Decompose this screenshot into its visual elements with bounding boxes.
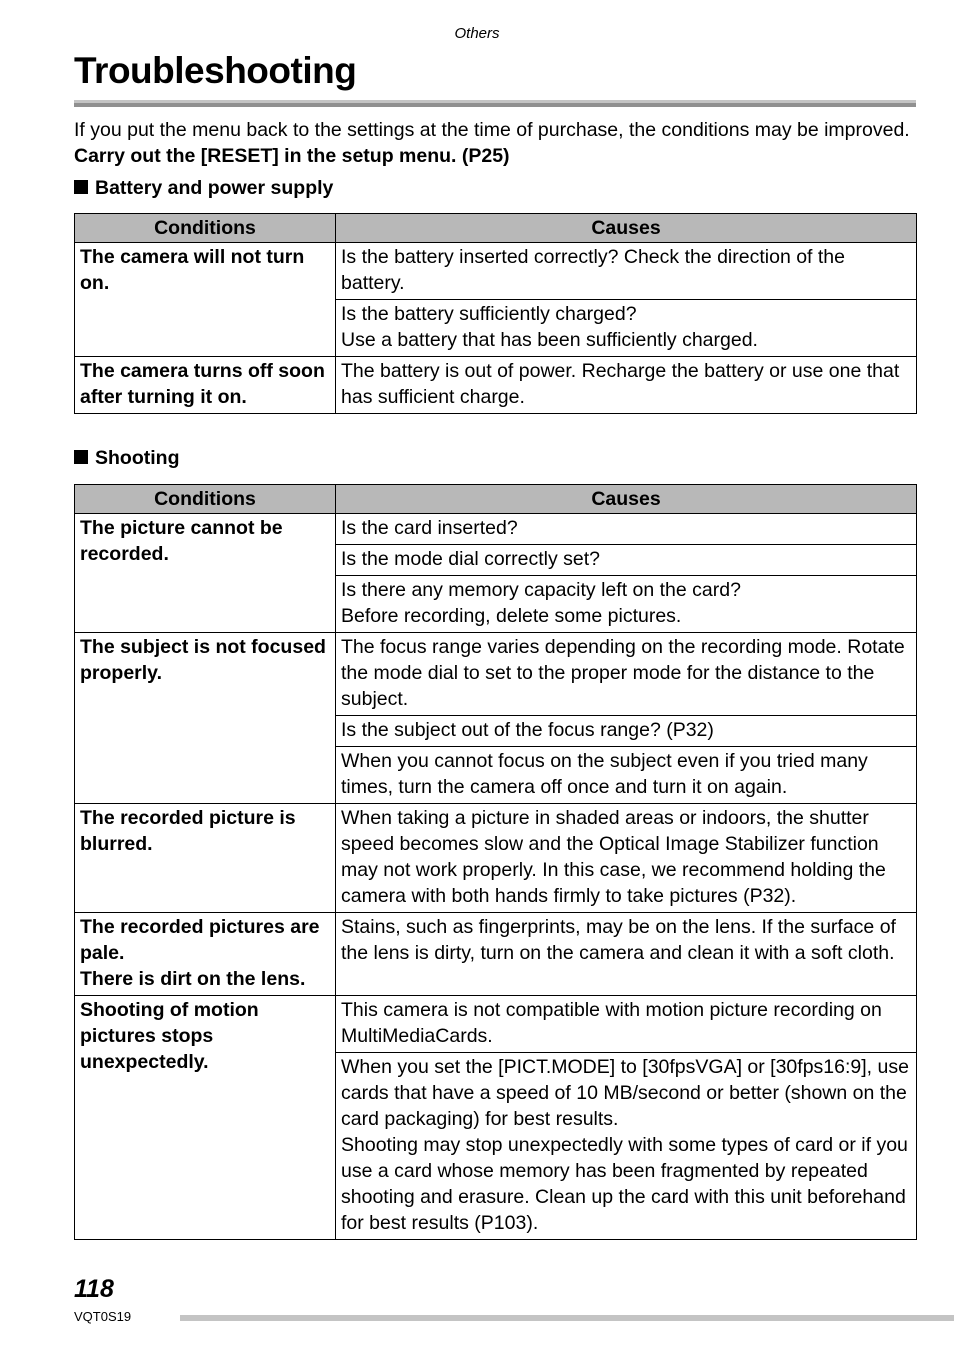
cause-cell: When taking a picture in shaded areas or indoors, the shutter speed becomes slow and the Optical Image Stabilizer function may not work properly. In this case, we recommend holding the camera with both hands firmly to take pictures (P32). — [336, 804, 917, 913]
square-bullet-icon — [74, 180, 88, 194]
cause-cell: Is the subject out of the focus range? (P32) — [336, 716, 917, 747]
causes-header: Causes — [336, 485, 917, 514]
footer-rule — [180, 1315, 954, 1321]
table-row — [75, 633, 917, 716]
condition-cell: The recorded picture is blurred. — [75, 804, 336, 913]
cause-cell: Is the mode dial correctly set? — [336, 545, 917, 576]
table-row — [75, 514, 917, 545]
intro-bold-text: Carry out the [RESET] in the setup menu. (P25) — [74, 145, 510, 167]
document-code: VQT0S19 — [74, 1309, 132, 1324]
table-row — [75, 913, 917, 996]
condition-cell: The camera will not turn on. — [75, 243, 336, 357]
condition-cell: The recorded pictures are pale. There is dirt on the lens. — [75, 913, 336, 996]
conditions-header: Conditions — [75, 485, 336, 514]
cause-cell: Is the battery sufficiently charged? Use a battery that has been sufficiently charged. — [336, 300, 917, 357]
cause-cell: When you set the [PICT.MODE] to [30fpsVGA] or [30fps16:9], use cards that have a speed of 10 MB/second or better (shown on the card packaging) for best results. Shooting may stop unexpectedly with some types of card or if you use a card whose memory has been fragmented by repeated shooting and erasure. Clean up the card with this unit beforehand for best results (P103). — [336, 1053, 917, 1240]
table-header-row — [75, 214, 917, 243]
conditions-header: Conditions — [75, 214, 336, 243]
condition-cell: The subject is not focused properly. — [75, 633, 336, 804]
cause-cell: Is the card inserted? — [336, 514, 917, 545]
battery-heading — [74, 177, 333, 200]
condition-cell: Shooting of motion pictures stops unexpectedly. — [75, 996, 336, 1240]
shooting-table — [74, 484, 917, 1240]
section-label: Others — [454, 25, 500, 42]
table-row — [75, 357, 917, 414]
title-rule — [74, 100, 916, 107]
table-header-row — [75, 485, 917, 514]
battery-heading-label: Battery and power supply — [95, 177, 334, 199]
table-row — [75, 996, 917, 1053]
shooting-heading-label: Shooting — [95, 447, 180, 469]
cause-cell: The battery is out of power. Recharge the battery or use one that has sufficient charge. — [336, 357, 917, 414]
table-row — [75, 243, 917, 300]
condition-cell: The camera turns off soon after turning it on. — [75, 357, 336, 414]
shooting-heading — [74, 447, 179, 470]
cause-cell: This camera is not compatible with motion picture recording on MultiMediaCards. — [336, 996, 917, 1053]
square-bullet-icon — [74, 450, 88, 464]
cause-cell: The focus range varies depending on the recording mode. Rotate the mode dial to set to the proper mode for the distance to the subject. — [336, 633, 917, 716]
cause-cell: Is the battery inserted correctly? Check the direction of the battery. — [336, 243, 917, 300]
cause-cell: Is there any memory capacity left on the card? Before recording, delete some pictures. — [336, 576, 917, 633]
intro-paragraph — [74, 117, 916, 169]
intro-text: If you put the menu back to the settings at the time of purchase, the conditions may be improved. — [74, 119, 910, 141]
page-title: Troubleshooting — [74, 50, 357, 91]
cause-cell: When you cannot focus on the subject even if you tried many times, turn the camera off once and turn it on again. — [336, 747, 917, 804]
condition-cell: The picture cannot be recorded. — [75, 514, 336, 633]
battery-table — [74, 213, 917, 414]
table-row — [75, 804, 917, 913]
page-number: 118 — [74, 1275, 114, 1303]
cause-cell: Stains, such as fingerprints, may be on the lens. If the surface of the lens is dirty, turn on the camera and clean it with a soft cloth. — [336, 913, 917, 996]
causes-header: Causes — [336, 214, 917, 243]
